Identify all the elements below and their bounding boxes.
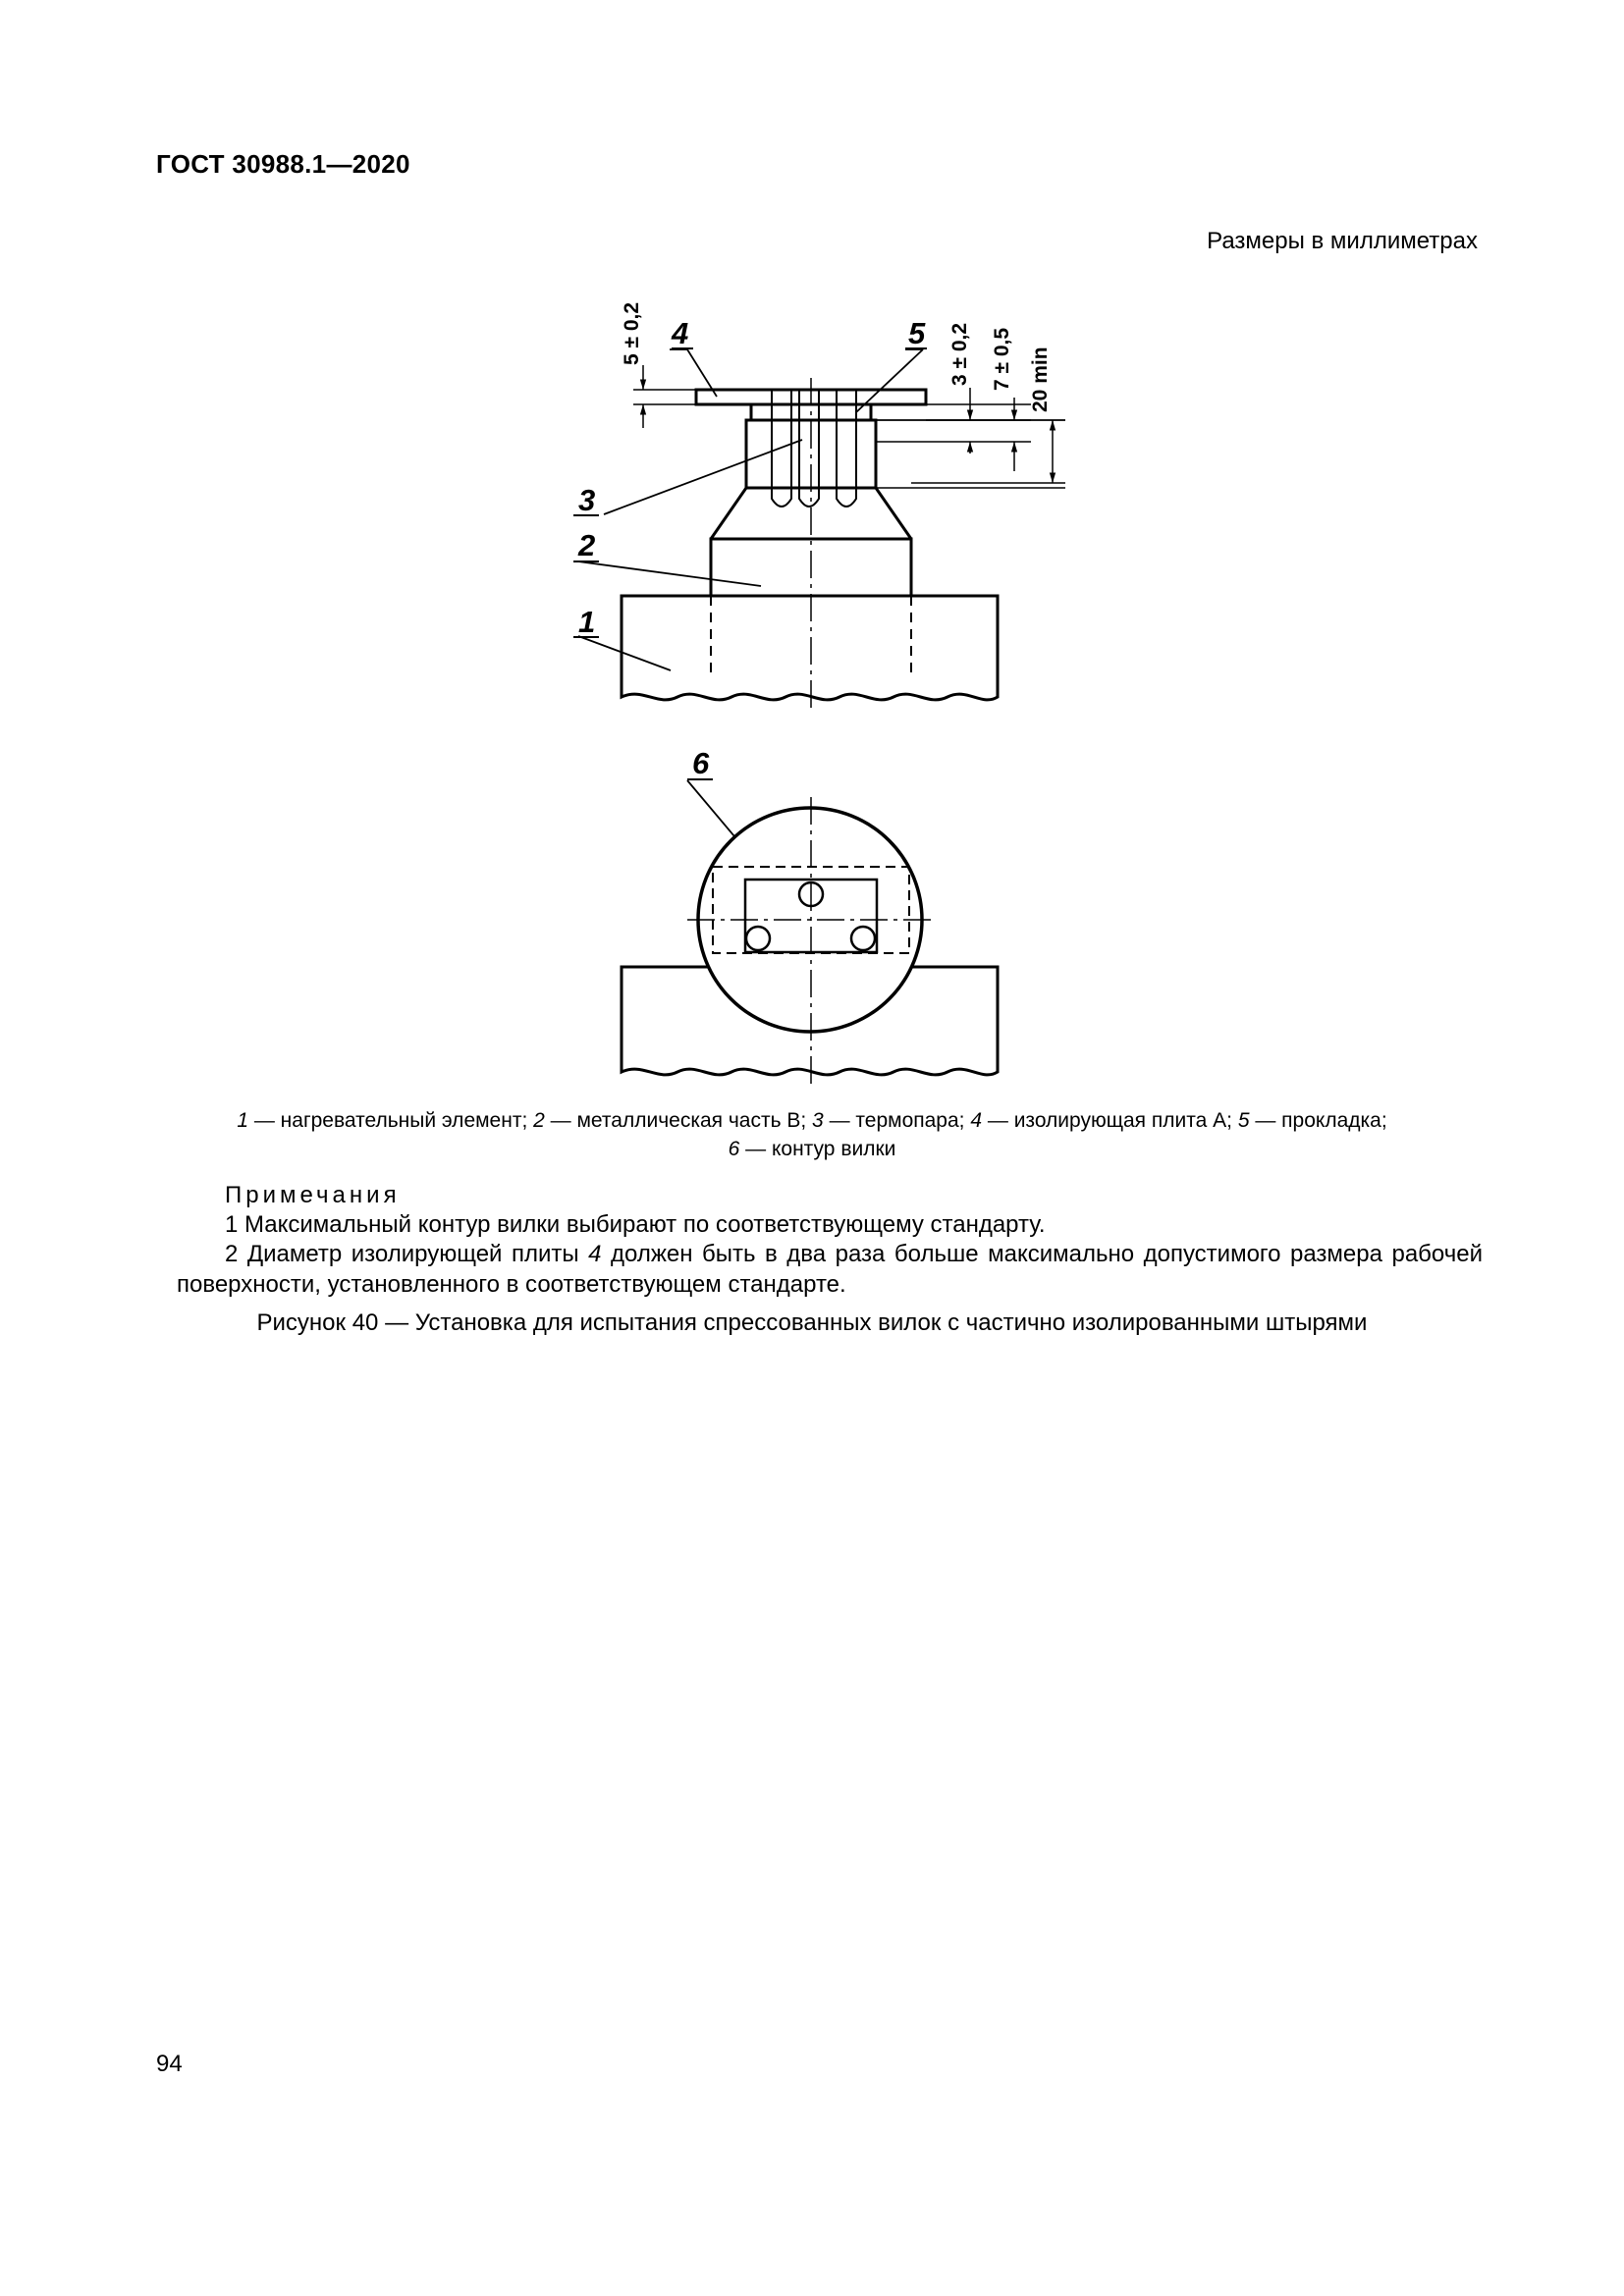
standard-code: ГОСТ 30988.1—2020: [156, 149, 410, 179]
figure-40-drawing: [0, 0, 1624, 1099]
legend-text-2: — металлическая часть В;: [544, 1109, 813, 1132]
leader-lines: [578, 349, 923, 885]
legend-text-6: — контур вилки: [739, 1138, 896, 1160]
callout-3: 3: [578, 483, 596, 517]
legend-text-3: — термопара;: [823, 1109, 971, 1132]
legend-text-5: — прокладка;: [1249, 1109, 1387, 1132]
callout-5: 5: [908, 316, 926, 350]
notes-title: Примечания: [225, 1182, 401, 1208]
units-note: Размеры в миллиметрах: [1207, 228, 1478, 254]
legend-num-3: 3: [812, 1109, 824, 1132]
dim-thermocouple-depth: 7 ± 0,5: [991, 327, 1013, 391]
note-2-part-b: должен быть в два раза больше максимально допустимого размера рабочей поверхности, установленного в соответствующем стандарте.: [177, 1241, 1484, 1298]
legend-num-1: 1: [237, 1109, 249, 1132]
dim-plate-thickness: 5 ± 0,2: [621, 301, 643, 365]
callout-1: 1: [578, 605, 596, 639]
figure-caption: Рисунок 40 — Установка для испытания спрессованных вилок с частично изолированными штырями: [256, 1309, 1368, 1336]
dim-gasket-thickness: 3 ± 0,2: [948, 322, 971, 386]
side-view: [578, 349, 1065, 885]
figure-legend-line-1: [118, 1106, 1506, 1135]
legend-num-5: 5: [1237, 1109, 1250, 1132]
legend-num-6: 6: [728, 1138, 740, 1160]
note-2-part-a: 2 Диаметр изолирующей плиты: [225, 1241, 589, 1267]
legend-text-4: — изолирующая плита А;: [982, 1109, 1238, 1132]
legend-text-1: — нагревательный элемент;: [248, 1109, 534, 1132]
note-2-ref: 4: [588, 1241, 602, 1267]
dim-min-height: 20 min: [1029, 347, 1052, 412]
callout-4: 4: [672, 316, 689, 350]
legend-num-4: 4: [970, 1109, 983, 1132]
callout-2: 2: [578, 528, 596, 562]
callout-6: 6: [692, 746, 710, 780]
plan-view: [622, 797, 998, 1085]
note-1: 1 Максимальный контур вилки выбирают по соответствующему стандарту.: [225, 1211, 1046, 1238]
heating-element-shape: [622, 596, 998, 700]
page-number: 94: [156, 2051, 183, 2077]
figure-legend-line-2: [118, 1135, 1506, 1163]
legend-num-2: 2: [533, 1109, 545, 1132]
note-2: [177, 1239, 1483, 1300]
